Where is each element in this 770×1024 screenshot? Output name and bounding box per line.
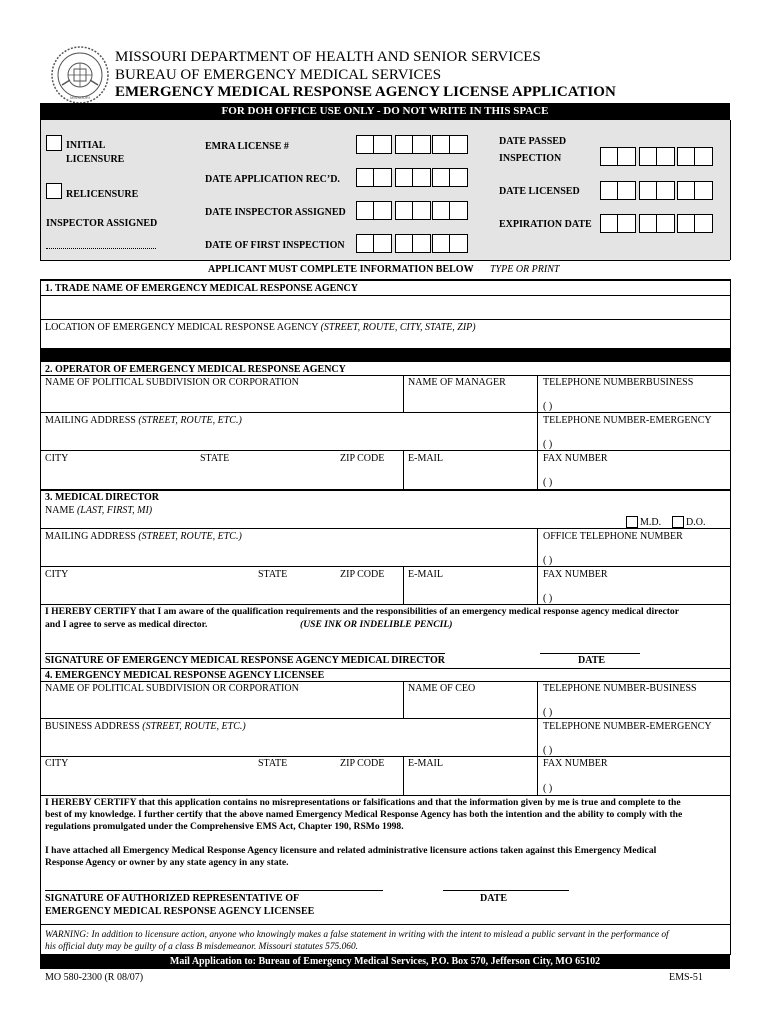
sec2-paren-3: ( ) bbox=[543, 477, 553, 488]
date-licensed-label: DATE LICENSED bbox=[499, 186, 580, 197]
header-bureau: BUREAU OF EMERGENCY MEDICAL SERVICES bbox=[115, 67, 442, 83]
header-department: MISSOURI DEPARTMENT OF HEALTH AND SENIOR SERVICES bbox=[115, 49, 541, 65]
inspector-assigned-label: INSPECTOR ASSIGNED bbox=[46, 218, 158, 229]
warning-line-1: WARNING: In addition to licensure action, anyone who knowingly makes a false statement in writing with the intent to mislead a public servant in the performance of bbox=[45, 930, 669, 940]
sec3-state-label: STATE bbox=[258, 569, 288, 580]
relicensure-label: RELICENSURE bbox=[66, 189, 139, 200]
do-checkbox[interactable] bbox=[672, 516, 684, 528]
form-number: MO 580-2300 (R 08/07) bbox=[45, 972, 144, 983]
sec4-address-label: BUSINESS ADDRESS (STREET, ROUTE, ETC.) bbox=[45, 721, 246, 732]
sec4-attached-1: I have attached all Emergency Medical Response Agency licensure and related administrative licensure actions taken against this Emergency Medical bbox=[45, 845, 657, 856]
date-passed-label: DATE PASSED bbox=[499, 136, 567, 147]
date-app-recd-label: DATE APPLICATION REC’D. bbox=[205, 174, 340, 185]
seal-text: MISSOURI bbox=[70, 95, 90, 100]
do-label: D.O. bbox=[686, 517, 706, 528]
sec3-mailing-label: MAILING ADDRESS (STREET, ROUTE, ETC.) bbox=[45, 531, 242, 542]
sec3-certify-2: and I agree to serve as medical director. bbox=[45, 619, 208, 630]
initial-label: INITIAL bbox=[66, 140, 106, 151]
sec4-tel-emergency-label: TELEPHONE NUMBER-EMERGENCY bbox=[543, 721, 712, 732]
sec4-certify-2: best of my knowledge. I further certify that the above named Emergency Medical Response Agency has both the intention and the ability to comply with the bbox=[45, 809, 683, 820]
sec4-date-label: DATE bbox=[480, 893, 508, 904]
sec2-zip-label: ZIP CODE bbox=[340, 453, 385, 464]
sec2-fax-label: FAX NUMBER bbox=[543, 453, 608, 464]
sec4-paren-1: ( ) bbox=[543, 707, 553, 718]
sec4-city-label: CITY bbox=[45, 758, 69, 769]
sec3-city-label: CITY bbox=[45, 569, 69, 580]
sec3-date-label: DATE bbox=[578, 655, 606, 666]
sec2-tel-business-label: TELEPHONE NUMBERBUSINESS bbox=[543, 377, 694, 388]
sec2-paren-1: ( ) bbox=[543, 401, 553, 412]
sec4-zip-label: ZIP CODE bbox=[340, 758, 385, 769]
licensee-date-line[interactable] bbox=[443, 890, 569, 891]
md-date-line[interactable] bbox=[540, 653, 640, 654]
sec4-tel-business-label: TELEPHONE NUMBER-BUSINESS bbox=[543, 683, 697, 694]
sec3-signature-label: SIGNATURE OF EMERGENCY MEDICAL RESPONSE AGENCY MEDICAL DIRECTOR bbox=[45, 655, 445, 666]
warning-line-2: his official duty may be guilty of a class B misdemeanor. Missouri statutes 575.060. bbox=[45, 942, 358, 952]
md-checkbox[interactable] bbox=[626, 516, 638, 528]
sec3-paren-2: ( ) bbox=[543, 593, 553, 604]
state-seal-icon bbox=[50, 45, 110, 105]
sec3-office-tel-label: OFFICE TELEPHONE NUMBER bbox=[543, 531, 683, 542]
sec3-zip-label: ZIP CODE bbox=[340, 569, 385, 580]
sec3-paren-1: ( ) bbox=[543, 555, 553, 566]
form-title: EMERGENCY MEDICAL RESPONSE AGENCY LICENSE APPLICATION bbox=[115, 84, 616, 100]
inspection-label: INSPECTION bbox=[499, 153, 562, 164]
sec1-title: 1. TRADE NAME OF EMERGENCY MEDICAL RESPONSE AGENCY bbox=[45, 283, 358, 294]
sec4-fax-label: FAX NUMBER bbox=[543, 758, 608, 769]
trade-name-field[interactable] bbox=[41, 296, 729, 318]
inspector-assigned-line bbox=[46, 248, 156, 249]
relicensure-checkbox[interactable] bbox=[46, 183, 62, 199]
emra-license-label: EMRA LICENSE # bbox=[205, 141, 289, 152]
sec4-name-label: NAME OF POLITICAL SUBDIVISION OR CORPORATION bbox=[45, 683, 299, 694]
licensee-signature-line[interactable] bbox=[45, 890, 383, 891]
sec2-tel-emergency-label: TELEPHONE NUMBER-EMERGENCY bbox=[543, 415, 712, 426]
sec2-mailing-label: MAILING ADDRESS (STREET, ROUTE, ETC.) bbox=[45, 415, 242, 426]
section-divider-1 bbox=[40, 348, 730, 362]
sec4-ceo-label: NAME OF CEO bbox=[408, 683, 476, 694]
sec4-attached-2: Response Agency or owner by any state agency in any state. bbox=[45, 857, 289, 868]
sec3-email-label: E-MAIL bbox=[408, 569, 443, 580]
licensure-label: LICENSURE bbox=[66, 154, 125, 165]
sec4-certify-1: I HEREBY CERTIFY that this application contains no misrepresentations or falsifications and that the information given by me is true and complete to the bbox=[45, 797, 681, 808]
sec3-certify-1: I HEREBY CERTIFY that I am aware of the qualification requirements and the responsibilities of an emergency medical response agency medical director bbox=[45, 606, 679, 617]
sec2-manager-label: NAME OF MANAGER bbox=[408, 377, 506, 388]
sec4-title: 4. EMERGENCY MEDICAL RESPONSE AGENCY LICENSEE bbox=[45, 670, 325, 681]
sec2-email-label: E-MAIL bbox=[408, 453, 443, 464]
sec3-title: 3. MEDICAL DIRECTOR bbox=[45, 492, 159, 503]
sec4-sig-label-2: EMERGENCY MEDICAL RESPONSE AGENCY LICENSEE bbox=[45, 906, 315, 917]
md-label: M.D. bbox=[640, 517, 662, 528]
sec3-ink-note: (USE INK OR INDELIBLE PENCIL) bbox=[300, 619, 453, 630]
location-label: LOCATION OF EMERGENCY MEDICAL RESPONSE AGENCY (STREET, ROUTE, CITY, STATE, ZIP) bbox=[45, 322, 476, 333]
sec2-paren-2: ( ) bbox=[543, 439, 553, 450]
sec4-paren-2: ( ) bbox=[543, 745, 553, 756]
sec4-email-label: E-MAIL bbox=[408, 758, 443, 769]
sec3-name-label: NAME (LAST, FIRST, MI) bbox=[45, 505, 153, 516]
type-or-print: TYPE OR PRINT bbox=[490, 264, 560, 275]
initial-licensure-checkbox[interactable] bbox=[46, 135, 62, 151]
sec2-title: 2. OPERATOR OF EMERGENCY MEDICAL RESPONSE AGENCY bbox=[45, 364, 346, 375]
office-banner-text: FOR DOH OFFICE USE ONLY - DO NOT WRITE IN THIS SPACE bbox=[221, 105, 549, 117]
expiration-date-label: EXPIRATION DATE bbox=[499, 219, 592, 230]
date-first-inspection-label: DATE OF FIRST INSPECTION bbox=[205, 240, 345, 251]
sec4-state-label: STATE bbox=[258, 758, 288, 769]
sec4-certify-3: regulations promulgated under the Comprehensive EMS Act, Chapter 190, RSMo 1998. bbox=[45, 821, 404, 832]
mail-address: Mail Application to: Bureau of Emergency Medical Services, P.O. Box 570, Jefferson City, MO 65102 bbox=[169, 956, 601, 967]
sec4-paren-3: ( ) bbox=[543, 783, 553, 794]
sec2-state-label: STATE bbox=[200, 453, 230, 464]
sec2-name-label: NAME OF POLITICAL SUBDIVISION OR CORPORATION bbox=[45, 377, 299, 388]
form-code: EMS-51 bbox=[669, 972, 703, 983]
md-signature-line[interactable] bbox=[45, 653, 445, 654]
applicant-note: APPLICANT MUST COMPLETE INFORMATION BELOW bbox=[208, 264, 474, 275]
date-inspector-assigned-label: DATE INSPECTOR ASSIGNED bbox=[205, 207, 346, 218]
location-field[interactable] bbox=[41, 334, 729, 348]
sec2-city-label: CITY bbox=[45, 453, 69, 464]
sec3-fax-label: FAX NUMBER bbox=[543, 569, 608, 580]
sec4-sig-label-1: SIGNATURE OF AUTHORIZED REPRESENTATIVE OF bbox=[45, 893, 300, 904]
